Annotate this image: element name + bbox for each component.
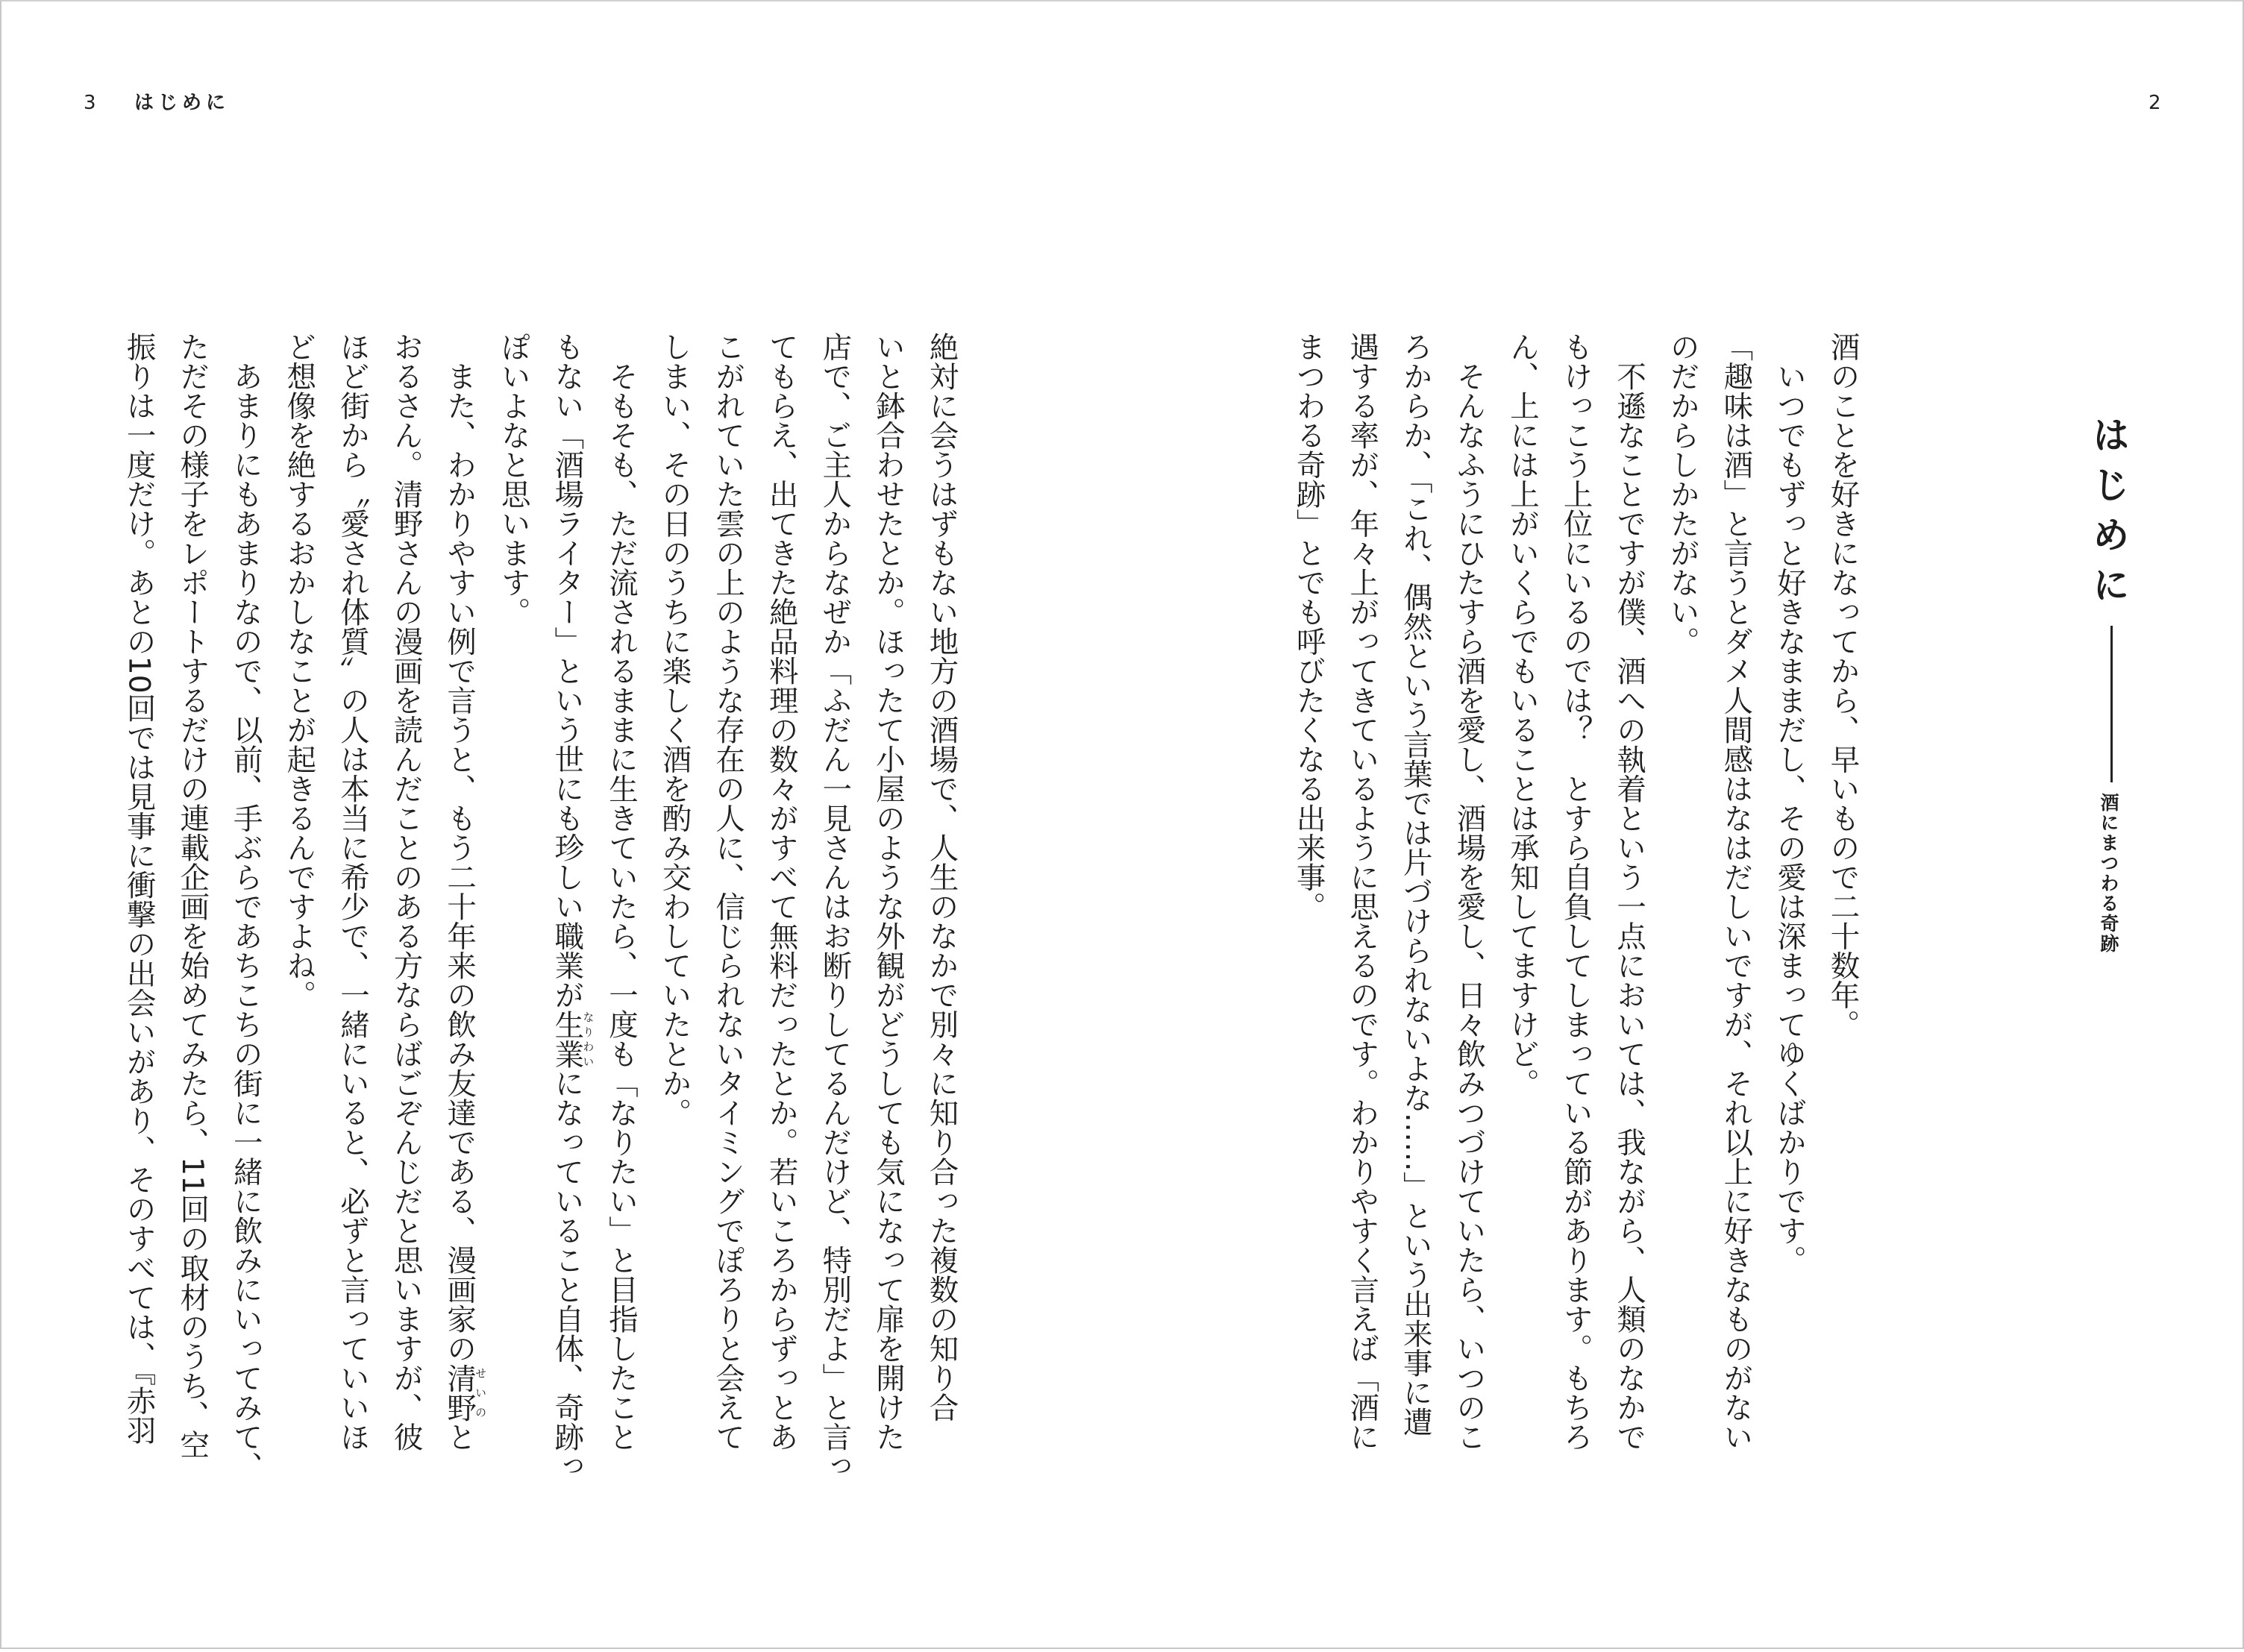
text-line: ろからか、「これ、偶然という言葉では片づけられないよな……」という出来事に遭: [1398, 332, 1433, 1437]
left-page-text: [112, 332, 968, 1481]
chapter-title: [2081, 415, 2135, 954]
text-line: そんなふうにひたすら酒を愛し、酒場を愛し、日々飲みつづけていたら、いつのこ: [1452, 332, 1487, 1451]
ruby-base: 生業: [550, 1009, 585, 1069]
text-line: いと鉢合わせたとか。ほったて小屋のような外観がどうしても気になって扉を開けた: [871, 332, 906, 1451]
ruby-base: 清野: [442, 1363, 477, 1422]
text-line: 「趣味は酒」と言うとダメ人間感はなはだしいですが、それ以上に好きなものがない: [1719, 332, 1754, 1451]
text-segment: になっていること自体、奇跡っ: [550, 1068, 585, 1481]
text-line: てもらえ、出てきた絶品料理の数々がすべて無料だったとか。若いころからずっとあ: [764, 332, 799, 1451]
right-page-text: [1282, 332, 1870, 1451]
ruby-reading: せいの: [474, 1363, 488, 1422]
chapter-subtitle: 酒にまつわる奇跡: [2098, 793, 2119, 954]
text-line: ん、上には上がいくらでもいることは承知してますけど。: [1505, 332, 1540, 1098]
text-line: [540, 332, 595, 1481]
text-line: 店で、ご主人からなぜか「ふだん一見さんはお断りしてるんだけど、特別だよ」と言っ: [818, 332, 853, 1481]
text-line: ほど街から〝愛され体質〟の人は本当に希少で、一緒にいると、必ずと言っていいほ: [335, 332, 370, 1451]
title-dash: [2110, 626, 2113, 782]
text-line: 絶対に会うはずもない地方の酒場で、人生のなかで別々に知り合った複数の知り合: [924, 332, 959, 1422]
text-line: まつわる奇跡」とでも呼びたくなる出来事。: [1291, 332, 1326, 921]
text-line: もけっこう上位にいるのでは？ とすら自負してしまっている節があります。もちろ: [1558, 332, 1593, 1451]
text-line: ただその様子をレポートするだけの連載企画を始めてみたら、11回の取材のうち、空: [175, 332, 210, 1460]
text-line: 振りは一度だけ。あとの10回では見事に衝撃の出会いがあり、そのすべては、『赤羽: [122, 332, 157, 1445]
ruby-reading: なりわい: [581, 1009, 595, 1069]
left-page-number: 3: [84, 92, 96, 114]
ruby-word: [550, 1009, 595, 1069]
running-title: はじめに: [134, 92, 231, 114]
text-line: こがれていた雲の上のような存在の人に、信じられないタイミングでぽろりと会えて: [711, 332, 746, 1451]
ruby-word: [442, 1363, 488, 1422]
chapter-title-main: はじめに: [2087, 415, 2130, 615]
text-line: 不遜なことですが僕、酒への執着という一点においては、我ながら、人類のなかで: [1612, 332, 1647, 1451]
text-line: いつでもずっと好きなままだし、その愛は深まってゆくばかりです。: [1772, 332, 1807, 1275]
text-segment: また、わかりやすい例で言うと、もう二十年来の飲み友達である、漫画家の: [442, 332, 477, 1363]
text-line: 遇する率が、年々上がってきているように思えるのです。わかりやすく言えば「酒に: [1345, 332, 1380, 1451]
text-line: 酒のことを好きになってから、早いもので二十数年。: [1825, 332, 1861, 1039]
text-line: おるさん。清野さんの漫画を読んだことのある方ならばごぞんじだと思いますが、彼: [389, 332, 424, 1451]
text-line: のだからしかたがない。: [1665, 332, 1700, 656]
text-line: [433, 332, 487, 1451]
text-line: ど想像を絶するおかしなことが起きるんですよね。: [282, 332, 317, 1010]
right-page-number: 2: [2149, 92, 2161, 114]
text-segment: もない「酒場ライター」という世にも珍しい職業が: [550, 332, 585, 1010]
text-line: ぽいよなと思います。: [496, 332, 531, 626]
text-line: あまりにもあまりなので、以前、手ぶらであちこちの街に一緒に飲みにいってみて、: [228, 332, 263, 1481]
text-line: そもそも、ただ流されるままに生きていたら、一度も「なりたい」と目指したこと: [604, 332, 639, 1451]
text-segment: と: [442, 1422, 477, 1451]
text-line: しまい、その日のうちに楽しく酒を酌み交わしていたとか。: [657, 332, 692, 1128]
